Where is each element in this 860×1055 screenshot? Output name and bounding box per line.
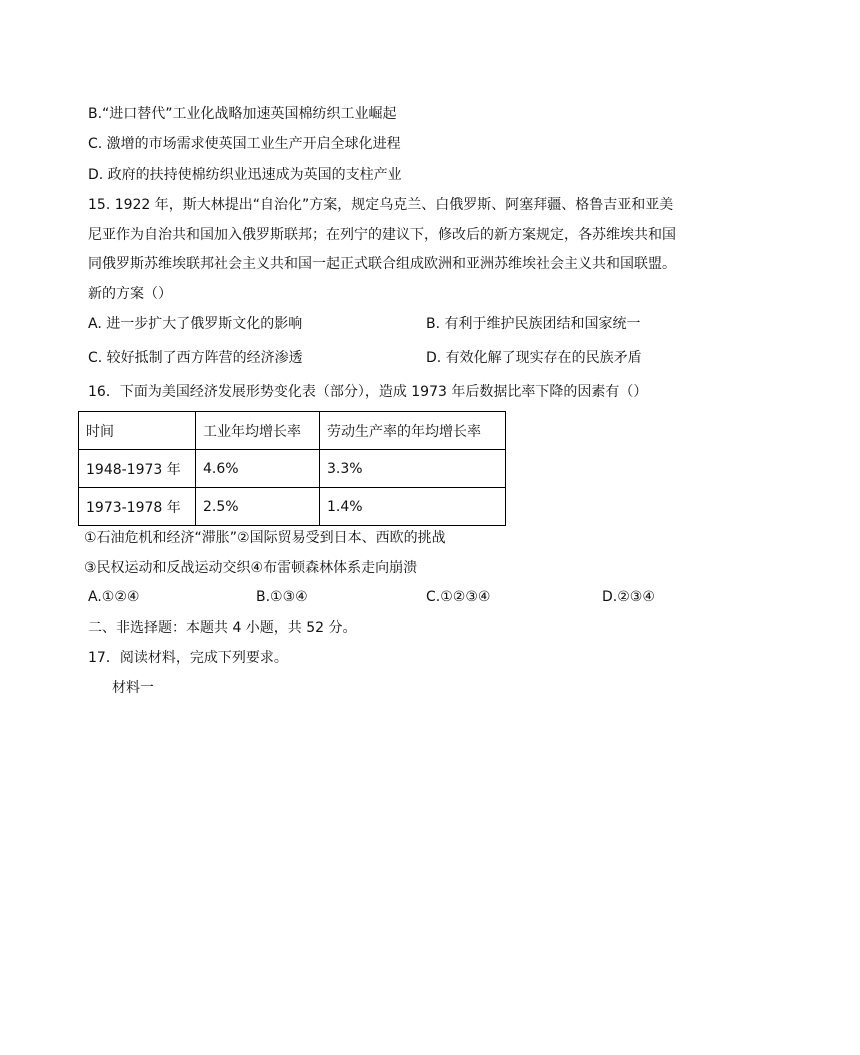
table-header-cell: 时间: [79, 412, 196, 450]
q16-stem: 16．下面为美国经济发展形势变化表（部分），造成 1973 年后数据比率下降的因素有（）: [88, 384, 648, 400]
table-cell: 3.3%: [320, 450, 506, 488]
table-cell: 1948-1973 年: [79, 450, 196, 488]
q16-factors-line-2: ③民权运动和反战运动交织④布雷顿森林体系走向崩溃: [84, 560, 418, 576]
q14-option-d: D. 政府的扶持使棉纺织业迅速成为英国的支柱产业: [88, 167, 402, 183]
q16-option-a: A.①②④: [88, 589, 140, 605]
q15-options-row-2: [88, 347, 788, 367]
economic-data-table: [78, 411, 506, 526]
q15-stem-line-1: 15. 1922 年，斯大林提出“自治化”方案，规定乌克兰、白俄罗斯、阿塞拜疆、格鲁吉亚和亚美: [88, 197, 674, 213]
q15-stem-line-3: 同俄罗斯苏维埃联邦社会主义共和国一起正式联合组成欧洲和亚洲苏维埃社会主义共和国联盟。: [88, 256, 676, 272]
q16-factors-line-1: ①石油危机和经济“滞胀”②国际贸易受到日本、西欧的挑战: [84, 530, 446, 546]
q15-options-row-1: [88, 313, 788, 333]
table-cell: 1.4%: [320, 488, 506, 526]
q15-option-b: B. 有利于维护民族团结和国家统一: [426, 316, 641, 332]
q17-material-1-label: 材料一: [112, 680, 154, 696]
table-row: [79, 450, 506, 488]
q15-option-a: A. 进一步扩大了俄罗斯文化的影响: [88, 316, 303, 332]
q16-option-c: C.①②③④: [426, 589, 491, 605]
q16-option-b: B.①③④: [256, 589, 308, 605]
q16-options-row: [88, 589, 788, 609]
table-row: [79, 488, 506, 526]
q14-option-c: C. 激增的市场需求使英国工业生产开启全球化进程: [88, 136, 401, 152]
q16-option-d: D.②③④: [602, 589, 655, 605]
q15-option-d: D. 有效化解了现实存在的民族矛盾: [426, 350, 642, 366]
table-header-row: [79, 412, 506, 450]
table-header-cell: 工业年均增长率: [196, 412, 320, 450]
q14-option-b: B.“进口替代”工业化战略加速英国棉纺织工业崛起: [88, 106, 397, 122]
q17-stem: 17．阅读材料，完成下列要求。: [88, 650, 288, 666]
table-cell: 1973-1978 年: [79, 488, 196, 526]
table-header-cell: 劳动生产率的年均增长率: [320, 412, 506, 450]
q15-stem-line-2: 尼亚作为自治共和国加入俄罗斯联邦；在列宁的建议下，修改后的新方案规定，各苏维埃共和国: [88, 227, 676, 243]
q15-stem-line-4: 新的方案（）: [88, 286, 172, 302]
section-2-heading: 二、非选择题：本题共 4 小题，共 52 分。: [88, 620, 357, 636]
q15-option-c: C. 较好抵制了西方阵营的经济渗透: [88, 350, 303, 366]
table-cell: 2.5%: [196, 488, 320, 526]
table-cell: 4.6%: [196, 450, 320, 488]
